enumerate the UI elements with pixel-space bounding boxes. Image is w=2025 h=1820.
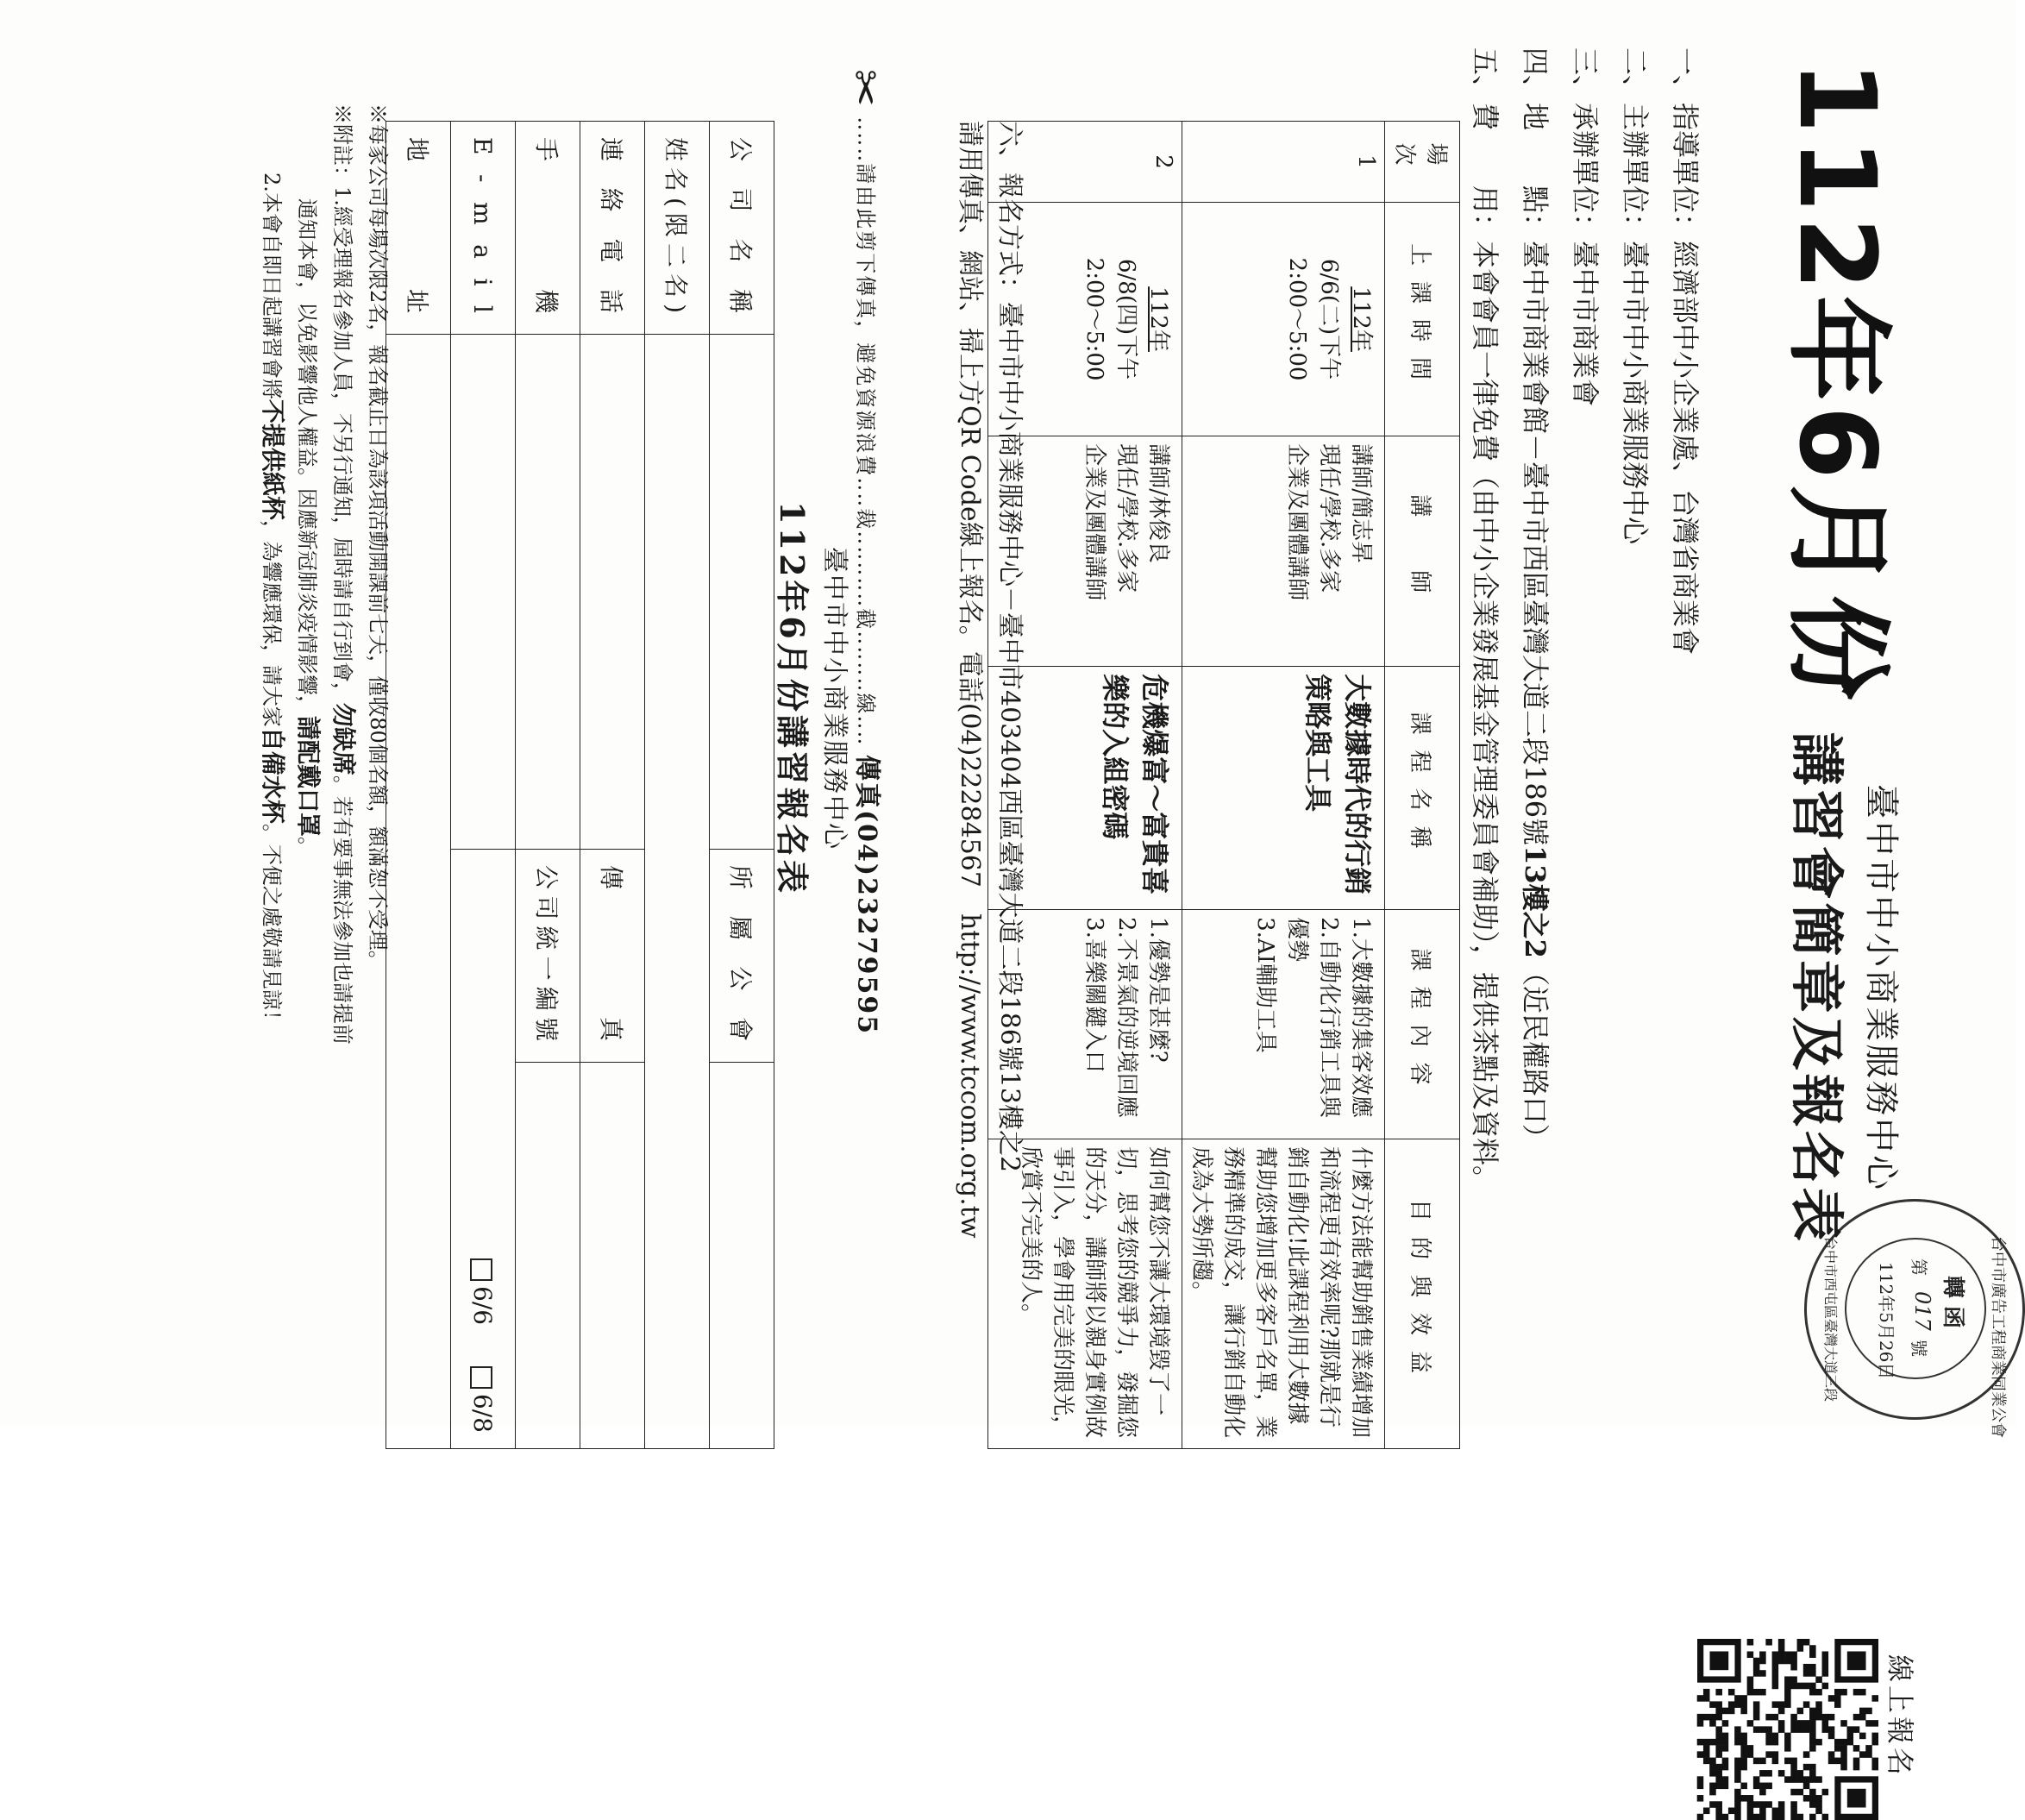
big-title: 112年6月份 xyxy=(1776,60,1898,706)
stamp-number-prefix: 第 xyxy=(1909,1258,1929,1276)
form-center-name: 臺中市中小商業服務中心 xyxy=(819,547,849,850)
company-field[interactable] xyxy=(710,335,774,850)
info-organizer: 三、承辦單位：臺中市商業會 xyxy=(1569,47,1602,407)
header-teacher: 講 師 xyxy=(1385,436,1460,667)
session-choice xyxy=(451,850,516,1449)
fax-label: 傳 真 xyxy=(580,850,645,1063)
session-time: 112年 6/8(四)下午 2:00～5:00 xyxy=(988,202,1182,436)
header-content: 課程內容 xyxy=(1385,910,1460,1139)
session-course-name: 大數據時代的行銷策略與工具 xyxy=(1182,667,1385,910)
session-purpose: 什麼方法能幫助銷售業績增加和流程更有效率呢?那就是行銷自動化!此課程利用大數據幫助您增加更多客戶名單，業務精準的成交，讓行銷自動化成為大勢所趨。 xyxy=(1182,1139,1385,1449)
event-info xyxy=(1460,47,1710,1221)
mobile-field[interactable] xyxy=(516,335,580,850)
tax-id-field[interactable] xyxy=(516,1063,580,1449)
name-field[interactable] xyxy=(645,335,710,1449)
option-6-6: 6/6 xyxy=(468,1286,498,1326)
phone-field[interactable] xyxy=(580,335,645,850)
checkbox-6-6[interactable] xyxy=(470,1258,492,1281)
center-name: 臺中市中小商業服務中心 xyxy=(1861,784,1902,1193)
association-field[interactable] xyxy=(710,1063,774,1449)
form-title xyxy=(771,311,856,1087)
info-host: 二、主辦單位：臺中市中小商業服務中心 xyxy=(1619,47,1652,545)
stamp-outer-bottom: 台中市西屯區臺灣大道三段 xyxy=(1822,1236,1839,1403)
notes xyxy=(254,104,395,1449)
session-course-name: 危機爆富～富貴喜樂的入組密碼 xyxy=(988,667,1182,910)
course-table-header xyxy=(1385,122,1460,1449)
registration-line-2: 請用傳真、網站、掃上方QR Code線上報名。電話(04)22284567 http://www.tccom.org.tw xyxy=(955,121,985,1239)
info-fee: 五、費 用：本會會員一律免費（由中小企業發展基金管理委員會補助），提供茶點及資料。 xyxy=(1469,47,1502,1194)
fax-field[interactable] xyxy=(580,1063,645,1449)
session-number: 1 xyxy=(1182,122,1385,203)
qr-caption: 線上報名 xyxy=(1884,1654,1916,1779)
stamp-number-suffix: 號 xyxy=(1909,1340,1929,1357)
header-course-name: 課程名稱 xyxy=(1385,667,1460,910)
registration-form xyxy=(386,121,774,1449)
association-label: 所屬公會 xyxy=(710,850,774,1063)
stamp-date: 112年5月26日 xyxy=(1876,1262,1896,1380)
form-row-mobile xyxy=(516,122,580,1449)
header-session: 場次 xyxy=(1385,122,1460,203)
option-6-8: 6/8 xyxy=(468,1393,498,1433)
registration-method xyxy=(950,121,1029,1449)
sub-title-block xyxy=(1784,732,1909,1245)
phone-label: 連絡電話 xyxy=(580,122,645,335)
form-heading: 112年6月份講習報名表 xyxy=(773,501,812,896)
headline xyxy=(1771,60,1922,1245)
header-time: 上課時間 xyxy=(1385,202,1460,436)
session-time: 112年 6/6(二)下午 2:00～5:00 xyxy=(1182,202,1385,436)
session-content: 1.優勢是甚麼? 2.不景氣的逆境回應 3.喜樂關鍵入口 xyxy=(988,910,1182,1139)
note-4: 2.本會自即日起講習會將不提供紙杯，為響應環保，請大家自備水杯。不便之處敬請見諒！ xyxy=(259,173,287,1031)
note-1: ※每家公司每場次限2名，報名截止日為該項活動開課前七天，僅收80個名額，額滿恕不受理。 xyxy=(366,104,390,971)
session-teacher: 講師/簡志昇 現任/學校.多家 企業及團體講師 xyxy=(1182,436,1385,667)
scissors-icon: ✂ xyxy=(838,69,890,109)
tax-id-label: 公司統一編號 xyxy=(516,850,580,1063)
session-content: 1.大數據的集客效應 2.自動化行銷工具與優勢 3.AI輔助工具 xyxy=(1182,910,1385,1139)
qr-code-icon[interactable] xyxy=(1697,1639,1878,1820)
email-label: E - m a i l xyxy=(451,122,516,335)
address-label: 地 址 xyxy=(386,122,451,335)
form-row-name xyxy=(645,122,710,1449)
address-field[interactable] xyxy=(386,335,451,1449)
note-2: ※附註：1.經受理報名參加人員，不另行通知，屆時請自行到會，勿缺席。若有要事無法參加也請提前 xyxy=(329,104,358,1045)
form-row-email xyxy=(451,122,516,1449)
session-number: 2 xyxy=(988,122,1182,203)
checkbox-6-8[interactable] xyxy=(470,1366,492,1389)
form-row-company xyxy=(710,122,774,1449)
stamp-outer-top: 台中市廣告工程商業同業公會 xyxy=(1989,1236,2007,1438)
table-row xyxy=(1182,122,1385,1449)
session-teacher: 講師/林俊良 現任/學校.多家 企業及團體講師 xyxy=(988,436,1182,667)
stamp-number: 017 xyxy=(1910,1291,1934,1331)
note-3: 通知本會，以免影響他人權益。因應新冠肺炎疫情影響，請配戴口罩。 xyxy=(294,198,323,858)
cut-line-text: ‥‥‥請由此剪下傳真，避免資源浪費‥‥裁‥‥‥‥‥截‥‥‥‥線‥‥ xyxy=(853,116,878,747)
info-guide: 一、指導單位：經濟部中小企業處、台灣省商業會 xyxy=(1669,47,1702,656)
info-venue: 四、地 點：臺中市商業會館－臺中市西區臺灣大道二段186號13樓之2（近民權路口） xyxy=(1519,47,1552,1152)
company-label: 公司名稱 xyxy=(710,122,774,335)
course-table xyxy=(987,121,1460,1449)
name-label: 姓名(限二名) xyxy=(645,122,710,335)
brochure-title: 講習會簡章及報名表 xyxy=(1785,731,1849,1245)
email-field[interactable] xyxy=(451,335,516,850)
registration-line-1: 六、報名方式：臺中市中小商業服務中心－臺中市403404西區臺灣大道二段186號13樓之2 xyxy=(994,121,1025,1173)
header-purpose: 目的與效益 xyxy=(1385,1139,1460,1449)
form-row-address xyxy=(386,122,451,1449)
fax-number: 傳真(04)23279595 xyxy=(851,754,882,1036)
mobile-label: 手 機 xyxy=(516,122,580,335)
form-row-phone xyxy=(580,122,645,1449)
stamp-kind: 轉 函 xyxy=(1940,1276,1965,1329)
session-purpose: 如何幫您不讓大環境毀了一切，思考您的競爭力，發掘您的天分，講師將以親身實例故事引入，學會用完美的眼光，欣賞不完美的人。 xyxy=(988,1139,1182,1449)
